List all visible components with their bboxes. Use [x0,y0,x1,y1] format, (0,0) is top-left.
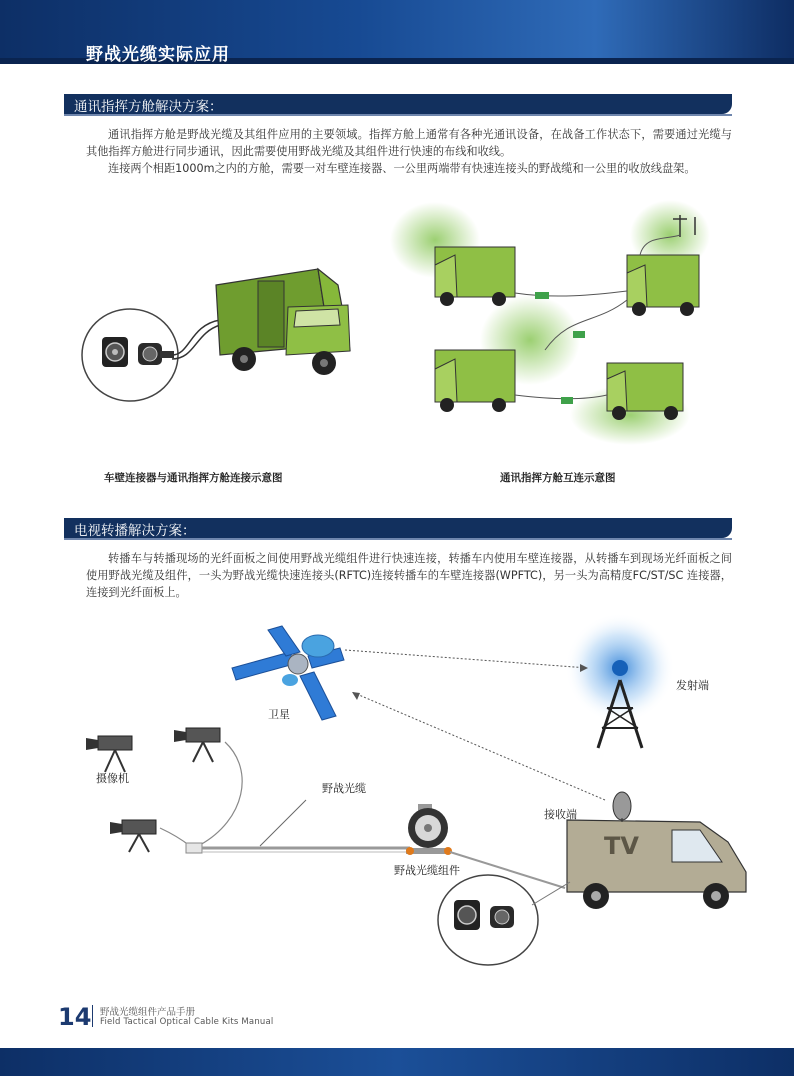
label-camera: 摄像机 [96,772,129,785]
footer-title-cn: 野战光缆组件产品手册 [100,1007,196,1018]
label-satellite: 卫星 [268,708,290,721]
page-number: 14 [58,1003,92,1031]
camera-icon [110,820,156,852]
tv-van-icon [567,792,746,909]
patch-box-icon [186,843,202,853]
camera-icon [86,736,132,772]
section-title: 通讯指挥方舱解决方案： [74,99,223,115]
label-cable-kit: 野战光缆组件 [394,864,460,877]
quick-connector-icon [490,906,514,928]
wall-connector-icon [454,900,480,930]
paragraph: 通讯指挥方舱是野战光缆及其组件应用的主要领域。指挥方舱上通常有各种光通讯设备，在战备工作状态下，需要通过光缆与其他指挥方舱进行同步通讯，因此需要使用野战光缆及其组件进行快速的布线和收线。 [86,128,732,158]
footer-divider [92,1005,93,1027]
leader-line [260,800,306,846]
figure-caption: 车壁连接器与通讯指挥方舱连接示意图 [104,472,283,484]
figure-caption: 通讯指挥方舱互连示意图 [500,472,616,484]
bottom-banner [0,1048,794,1076]
signal-arrow [352,692,605,800]
cable-reel-icon [406,804,452,855]
camera-icon [174,728,220,762]
label-field-cable: 野战光缆 [322,782,366,795]
label-transmitter: 发射端 [676,679,709,692]
label-receiver: 接收端 [544,808,577,821]
tv-logo-text: TV [604,832,639,860]
paragraph: 连接两个相距1000m之内的方舱，需要一对车壁连接器、一公里两端带有快速连接头的野战缆和一公里的收放线盘架。 [108,162,696,175]
footer-title-en: Field Tactical Optical Cable Kits Manual [100,1017,274,1027]
connector-inset-circle [438,875,538,965]
page-title: 野战光缆实际应用 [86,45,230,65]
signal-arrow [345,650,588,668]
paragraph: 转播车与转播现场的光纤面板之间使用野战光缆组件进行快速连接，转播车内使用车壁连接器，从转播车到现场光纤面板之间使用野战光缆及组件，一头为野战光缆快速连接头(RFTC)连接转播车的车壁连接器(WPFTC)，另一头为高精度FC/ST/SC 连接器，连接到光纤面板上。 [86,552,732,599]
section-title: 电视转播解决方案： [74,523,196,539]
